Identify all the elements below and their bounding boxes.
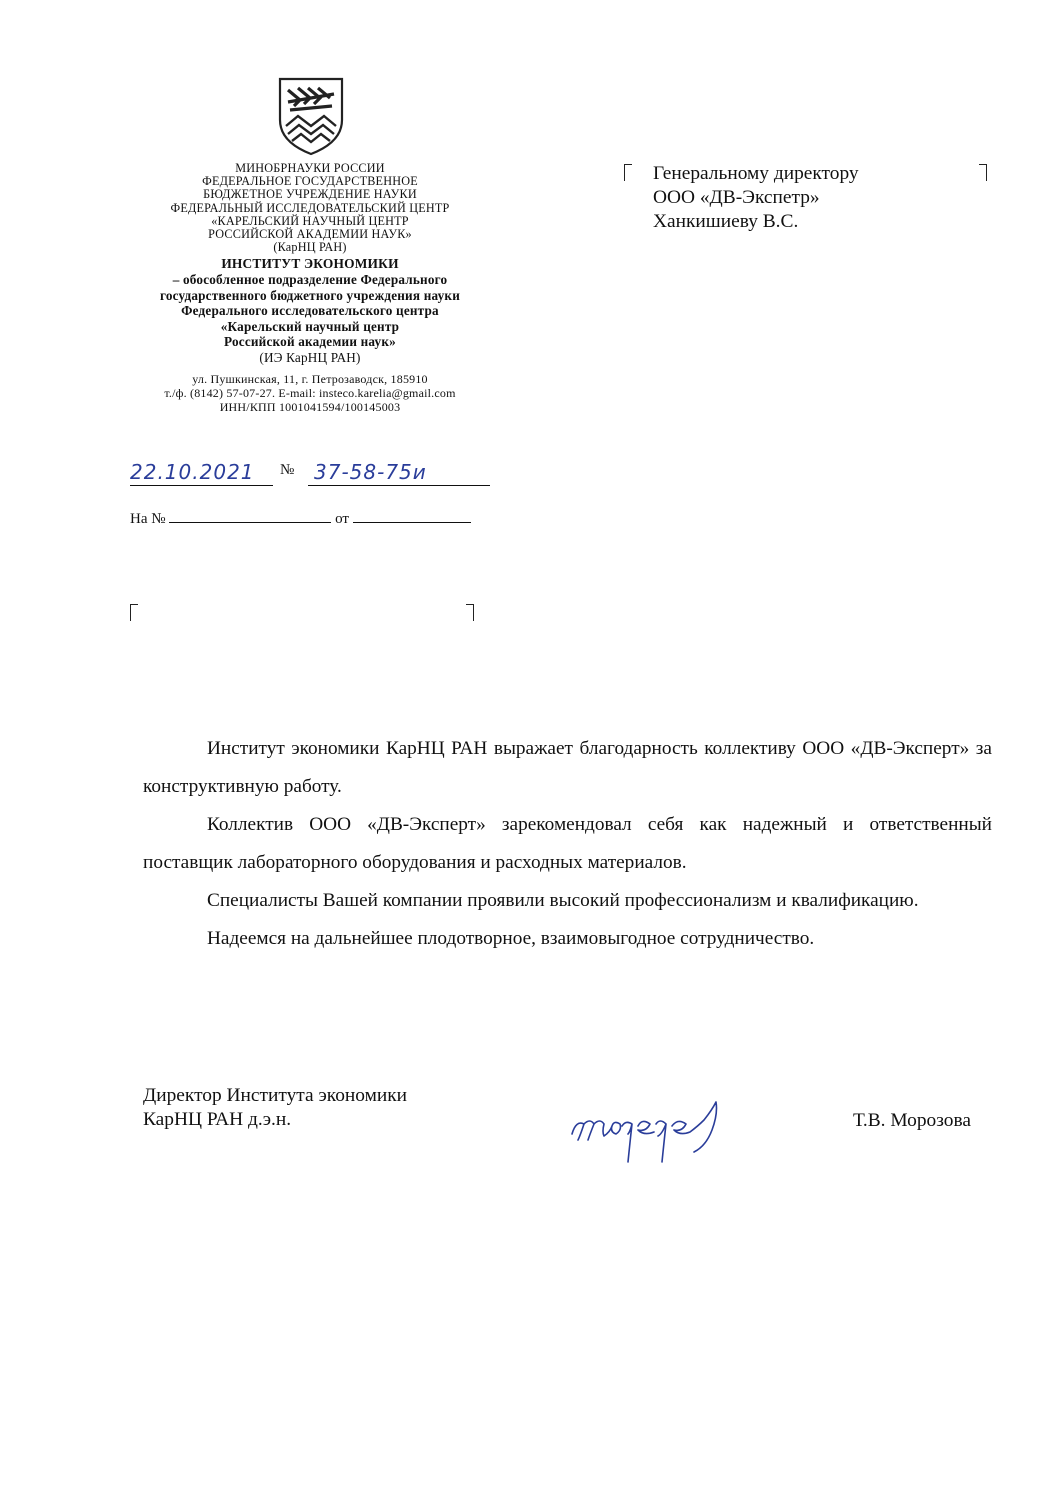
institute-abbreviation: (ИЭ КарНЦ РАН) — [259, 349, 361, 365]
addressee-line: Генеральному директору — [653, 163, 859, 184]
contact-info — [130, 372, 490, 415]
signer-position — [143, 1084, 407, 1132]
ministry-line: БЮДЖЕТНОЕ УЧРЕЖДЕНИЕ НАУКИ — [203, 187, 417, 202]
ministry-line: «КАРЕЛЬСКИЙ НАУЧНЫЙ ЦЕНТР — [211, 213, 409, 228]
address-line: ул. Пушкинская, 11, г. Петрозаводск, 185910 — [192, 371, 428, 386]
reply-date-blank — [353, 508, 471, 523]
institute-title: ИНСТИТУТ ЭКОНОМИКИ — [221, 256, 399, 272]
letter-body — [143, 730, 992, 958]
ministry-line: ФЕДЕРАЛЬНЫЙ ИССЛЕДОВАТЕЛЬСКИЙ ЦЕНТР — [170, 200, 450, 215]
institute-line: Федерального исследовательского центра — [181, 303, 439, 319]
body-paragraph: Специалисты Вашей компании проявили высокий профессионализм и квалификацию. — [207, 890, 919, 911]
addressee-bracket-left — [624, 164, 632, 181]
phone-email-line: т./ф. (8142) 57-07-27. E-mail: insteco.karelia@gmail.com — [164, 385, 456, 400]
signer-position-line: Директор Института экономики — [143, 1085, 408, 1106]
institute-line: Российской академии наук» — [224, 334, 396, 350]
ministry-line: РОССИЙСКОЙ АКАДЕМИИ НАУК» — [208, 227, 412, 242]
outgoing-number: 37-58-75и — [314, 460, 427, 484]
body-paragraph: Институт экономики КарНЦ РАН выражает благодарность коллективу ООО «ДВ-Эксперт» за конструктивную работу. — [143, 738, 992, 797]
addressee-line: ООО «ДВ-Экспетр» — [653, 187, 820, 208]
reply-number-label: На № — [130, 511, 166, 527]
addressee-bracket-right — [979, 164, 987, 181]
signer-name: Т.В. Морозова — [853, 1110, 971, 1131]
body-paragraph: Коллектив ООО «ДВ-Эксперт» зарекомендовал себя как надежный и ответственный поставщик лабораторного оборудования и расходных материалов. — [143, 814, 992, 873]
number-underline — [308, 485, 490, 486]
reply-reference — [130, 508, 490, 528]
tax-id-line: ИНН/КПП 1001041594/100145003 — [219, 400, 401, 415]
ministry-line: ФЕДЕРАЛЬНОЕ ГОСУДАРСТВЕННОЕ — [202, 174, 418, 189]
institute-line: «Карельский научный центр — [220, 318, 400, 334]
karelian-science-center-emblem-icon — [276, 76, 346, 156]
institute-block — [130, 256, 490, 365]
handwritten-signature-icon — [566, 1090, 746, 1170]
addressee-block — [653, 162, 859, 234]
institute-line: – обособленное подразделение Федерального — [172, 272, 448, 288]
outgoing-reference — [130, 460, 490, 490]
subject-bracket-right — [466, 604, 474, 621]
organization-header — [130, 162, 490, 415]
outgoing-date: 22.10.2021 — [130, 460, 255, 484]
addressee-line: Ханкишиеву В.С. — [653, 211, 799, 232]
ministry-line: (КарНЦ РАН) — [273, 240, 347, 255]
subject-bracket-left — [130, 604, 138, 621]
reply-from-label: от — [335, 511, 349, 527]
ministry-line: МИНОБРНАУКИ РОССИИ — [235, 161, 385, 175]
number-sign: № — [280, 462, 295, 478]
reply-number-blank — [169, 508, 331, 523]
signer-position-line: КарНЦ РАН д.э.н. — [143, 1109, 292, 1130]
institute-line: государственного бюджетного учреждения науки — [159, 287, 461, 303]
body-paragraph: Надеемся на дальнейшее плодотворное, взаимовыгодное сотрудничество. — [207, 928, 815, 949]
date-underline — [130, 485, 273, 486]
